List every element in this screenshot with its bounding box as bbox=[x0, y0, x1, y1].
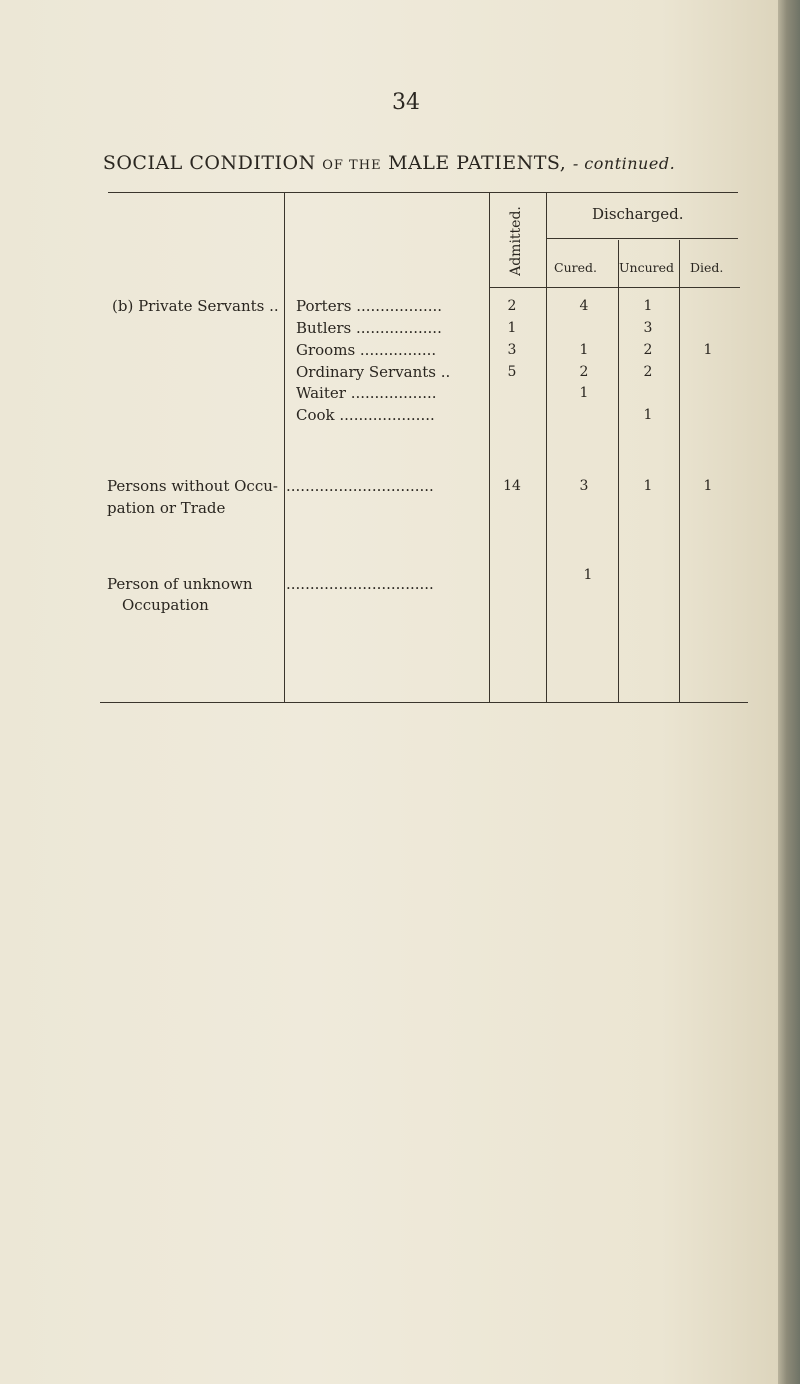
occupation-porters: Porters .................. bbox=[296, 297, 443, 315]
cured-value: 2 bbox=[579, 364, 589, 380]
uncured-value: 1 bbox=[643, 478, 653, 494]
cured-value: 3 bbox=[579, 478, 589, 494]
col-divider-cured bbox=[546, 192, 547, 702]
header-uncured: Uncured bbox=[619, 260, 675, 275]
occupation-butlers: Butlers .................. bbox=[296, 319, 442, 337]
admitted-value: 5 bbox=[507, 364, 517, 380]
group-label-unknown-occupation-line2: Occupation bbox=[122, 596, 209, 614]
cured-value: 1 bbox=[583, 567, 593, 583]
uncured-value: 2 bbox=[643, 342, 653, 358]
title-suffix: - continued. bbox=[572, 154, 676, 173]
occupation-grooms: Grooms ................ bbox=[296, 341, 437, 359]
title-main-a: SOCIAL CONDITION bbox=[102, 152, 316, 174]
col-divider-occupation bbox=[284, 192, 285, 702]
discharged-rule bbox=[546, 238, 738, 239]
header-discharged: Discharged. bbox=[592, 205, 684, 223]
title-small: OF THE bbox=[322, 158, 382, 173]
admitted-value: 3 bbox=[507, 342, 517, 358]
occupation-leader-dots: ............................... bbox=[286, 477, 434, 495]
col-divider-uncured bbox=[618, 240, 619, 702]
page-edge-shadow bbox=[778, 0, 800, 1384]
col-divider-died bbox=[679, 240, 680, 702]
cured-value: 1 bbox=[579, 342, 589, 358]
died-value: 1 bbox=[703, 478, 713, 494]
admitted-value: 2 bbox=[507, 298, 517, 314]
header-cured: Cured. bbox=[554, 260, 597, 275]
header-admitted: Admitted. bbox=[508, 206, 524, 276]
table-top-rule bbox=[108, 192, 738, 193]
header-died: Died. bbox=[690, 260, 724, 275]
occupation-leader-dots: ............................... bbox=[286, 575, 434, 593]
group-label-unknown-occupation-line1: Person of unknown bbox=[107, 575, 253, 593]
col-divider-admitted bbox=[489, 192, 490, 702]
admitted-value: 1 bbox=[507, 320, 517, 336]
title-main-b: MALE PATIENTS, bbox=[388, 152, 567, 174]
group-label-private-servants: (b) Private Servants .. bbox=[112, 297, 279, 315]
cured-value: 4 bbox=[579, 298, 589, 314]
header-bottom-rule bbox=[490, 287, 740, 288]
page-number: 34 bbox=[392, 90, 420, 115]
group-label-without-occupation-line2: pation or Trade bbox=[107, 499, 226, 517]
occupation-cook: Cook .................... bbox=[296, 406, 435, 424]
page-title bbox=[0, 152, 778, 174]
uncured-value: 3 bbox=[643, 320, 653, 336]
group-label-without-occupation-line1: Persons without Occu- bbox=[107, 477, 278, 495]
occupation-waiter: Waiter .................. bbox=[296, 384, 437, 402]
admitted-value: 14 bbox=[503, 478, 521, 494]
died-value: 1 bbox=[703, 342, 713, 358]
cured-value: 1 bbox=[579, 385, 589, 401]
uncured-value: 2 bbox=[643, 364, 653, 380]
uncured-value: 1 bbox=[643, 407, 653, 423]
uncured-value: 1 bbox=[643, 298, 653, 314]
table-bottom-rule bbox=[100, 702, 748, 703]
occupation-ordinary-servants: Ordinary Servants .. bbox=[296, 363, 451, 381]
